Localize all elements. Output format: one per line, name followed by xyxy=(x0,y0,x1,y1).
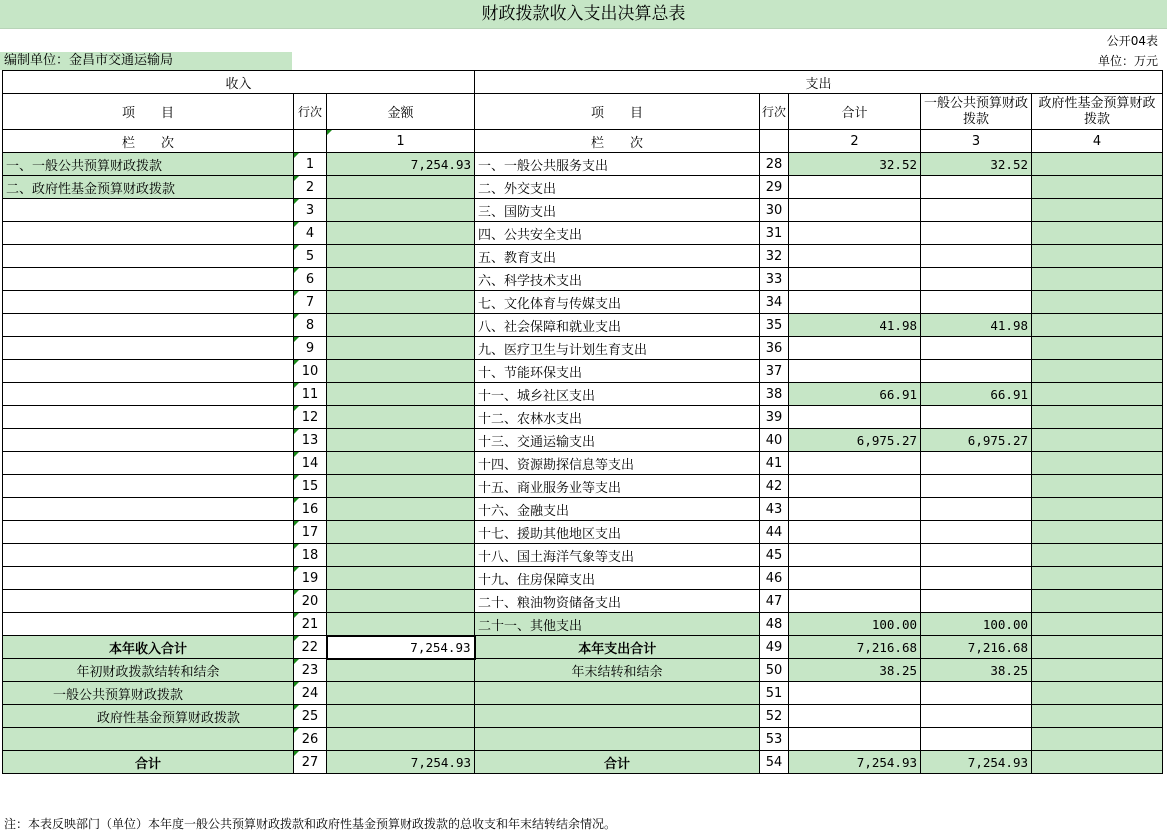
expense-total[interactable]: 32.52 xyxy=(789,153,921,176)
income-row-no[interactable]: 21 xyxy=(294,613,327,636)
income-row-no[interactable]: 13 xyxy=(294,429,327,452)
table-row xyxy=(3,245,1163,268)
income-amount[interactable] xyxy=(327,337,475,360)
expense-fund[interactable] xyxy=(1032,682,1163,705)
income-header[interactable]: 收入 xyxy=(3,71,475,94)
expense-item[interactable]: 七、文化体育与传媒支出 xyxy=(475,291,760,314)
expense-total[interactable] xyxy=(789,705,921,728)
income-amount[interactable] xyxy=(327,245,475,268)
expense-fund[interactable] xyxy=(1032,153,1163,176)
income-row-no[interactable]: 6 xyxy=(294,268,327,291)
expense-general[interactable] xyxy=(921,567,1032,590)
expense-general[interactable]: 38.25 xyxy=(921,659,1032,682)
expense-total[interactable]: 7,254.93 xyxy=(789,751,921,774)
income-item[interactable] xyxy=(3,245,294,268)
col1-label[interactable]: 1 xyxy=(327,130,475,153)
expense-general[interactable] xyxy=(921,475,1032,498)
expense-row-no[interactable]: 48 xyxy=(760,613,789,636)
summary-row xyxy=(3,682,1163,705)
expense-total[interactable] xyxy=(789,199,921,222)
expense-general[interactable] xyxy=(921,406,1032,429)
expense-total[interactable]: 100.00 xyxy=(789,613,921,636)
expense-item-header[interactable]: 项 目 xyxy=(475,94,760,130)
col4-label[interactable]: 4 xyxy=(1032,130,1163,153)
expense-general[interactable]: 7,254.93 xyxy=(921,751,1032,774)
table-row xyxy=(3,199,1163,222)
income-row-no[interactable]: 2 xyxy=(294,176,327,199)
expense-summary-item[interactable]: 本年支出合计 xyxy=(475,636,760,659)
expense-fund[interactable] xyxy=(1032,613,1163,636)
expense-total[interactable] xyxy=(789,728,921,751)
income-item[interactable] xyxy=(3,268,294,291)
expense-fund[interactable] xyxy=(1032,291,1163,314)
expense-general[interactable]: 7,216.68 xyxy=(921,636,1032,659)
expense-summary-item[interactable] xyxy=(475,705,760,728)
expense-general[interactable] xyxy=(921,705,1032,728)
expense-row-no[interactable]: 42 xyxy=(760,475,789,498)
table-row xyxy=(3,268,1163,291)
expense-item[interactable]: 十五、商业服务业等支出 xyxy=(475,475,760,498)
expense-item[interactable]: 五、教育支出 xyxy=(475,245,760,268)
expense-row-no[interactable]: 41 xyxy=(760,452,789,475)
income-summary-item[interactable]: 合计 xyxy=(3,751,294,774)
income-item[interactable] xyxy=(3,222,294,245)
income-amount[interactable] xyxy=(327,590,475,613)
expense-item[interactable]: 一、一般公共服务支出 xyxy=(475,153,760,176)
income-lanci[interactable]: 栏 次 xyxy=(3,130,294,153)
expense-general[interactable] xyxy=(921,176,1032,199)
expense-item[interactable]: 八、社会保障和就业支出 xyxy=(475,314,760,337)
expense-row-no[interactable]: 54 xyxy=(760,751,789,774)
income-amount[interactable] xyxy=(327,222,475,245)
summary-row xyxy=(3,705,1163,728)
income-item[interactable] xyxy=(3,429,294,452)
income-row-no[interactable]: 15 xyxy=(294,475,327,498)
income-row-no[interactable]: 9 xyxy=(294,337,327,360)
col3-label[interactable]: 3 xyxy=(921,130,1032,153)
income-row-no[interactable]: 26 xyxy=(294,728,327,751)
table-row xyxy=(3,590,1163,613)
expense-item[interactable]: 十九、住房保障支出 xyxy=(475,567,760,590)
income-amount[interactable] xyxy=(327,452,475,475)
general-budget-header[interactable]: 一般公共预算财政拨款 xyxy=(921,94,1032,130)
table-row xyxy=(3,153,1163,176)
expense-item[interactable]: 十一、城乡社区支出 xyxy=(475,383,760,406)
income-row-no[interactable]: 3 xyxy=(294,199,327,222)
income-item[interactable] xyxy=(3,475,294,498)
income-amount[interactable] xyxy=(327,176,475,199)
expense-summary-item[interactable]: 合计 xyxy=(475,751,760,774)
expense-item[interactable]: 十四、资源勘探信息等支出 xyxy=(475,452,760,475)
table-row xyxy=(3,383,1163,406)
expense-fund[interactable] xyxy=(1032,567,1163,590)
expense-total[interactable] xyxy=(789,291,921,314)
income-amount[interactable] xyxy=(327,429,475,452)
expense-fund[interactable] xyxy=(1032,429,1163,452)
expense-total[interactable] xyxy=(789,475,921,498)
form-number: 公开04表 xyxy=(1106,34,1158,48)
income-item[interactable] xyxy=(3,199,294,222)
income-item[interactable]: 二、政府性基金预算财政拨款 xyxy=(3,176,294,199)
total-header[interactable]: 合计 xyxy=(789,94,921,130)
income-amount[interactable] xyxy=(327,521,475,544)
expense-item[interactable]: 九、医疗卫生与计划生育支出 xyxy=(475,337,760,360)
expense-general[interactable]: 6,975.27 xyxy=(921,429,1032,452)
expense-row-no[interactable]: 43 xyxy=(760,498,789,521)
income-amount[interactable] xyxy=(327,314,475,337)
expense-item[interactable]: 十七、援助其他地区支出 xyxy=(475,521,760,544)
income-item[interactable] xyxy=(3,360,294,383)
unit-label: 单位：万元 xyxy=(1097,54,1158,68)
expense-general[interactable] xyxy=(921,291,1032,314)
expense-fund[interactable] xyxy=(1032,544,1163,567)
expense-item[interactable]: 二十一、其他支出 xyxy=(475,613,760,636)
expense-fund[interactable] xyxy=(1032,705,1163,728)
budget-table xyxy=(2,70,1163,774)
table-row xyxy=(3,452,1163,475)
income-item-header[interactable]: 项 目 xyxy=(3,94,294,130)
expense-fund[interactable] xyxy=(1032,360,1163,383)
org-label[interactable]: 编制单位：金昌市交通运输局 xyxy=(0,52,292,70)
expense-general[interactable] xyxy=(921,498,1032,521)
income-item[interactable] xyxy=(3,291,294,314)
expense-row-no[interactable]: 33 xyxy=(760,268,789,291)
income-amount[interactable] xyxy=(327,268,475,291)
expense-fund[interactable] xyxy=(1032,383,1163,406)
expense-row-no[interactable]: 46 xyxy=(760,567,789,590)
income-item[interactable] xyxy=(3,383,294,406)
expense-total[interactable] xyxy=(789,245,921,268)
income-amount[interactable]: 7,254.93 xyxy=(327,636,475,659)
income-amount[interactable] xyxy=(327,613,475,636)
income-row-no[interactable]: 11 xyxy=(294,383,327,406)
summary-row xyxy=(3,751,1163,774)
expense-item[interactable]: 十八、国土海洋气象等支出 xyxy=(475,544,760,567)
expense-fund[interactable] xyxy=(1032,751,1163,774)
footnote: 注：本表反映部门（单位）本年度一般公共预算财政拨款和政府性基金预算财政拨款的总收支和年末结转结余情况。 xyxy=(4,817,617,831)
income-item[interactable] xyxy=(3,544,294,567)
income-item[interactable] xyxy=(3,613,294,636)
income-row-no[interactable]: 5 xyxy=(294,245,327,268)
expense-total[interactable] xyxy=(789,682,921,705)
income-item[interactable] xyxy=(3,452,294,475)
income-row-no[interactable]: 1 xyxy=(294,153,327,176)
expense-item[interactable]: 十、节能环保支出 xyxy=(475,360,760,383)
expense-fund[interactable] xyxy=(1032,498,1163,521)
income-item[interactable] xyxy=(3,314,294,337)
expense-row-no[interactable]: 31 xyxy=(760,222,789,245)
income-amount[interactable] xyxy=(327,567,475,590)
expense-total[interactable] xyxy=(789,590,921,613)
expense-summary-item[interactable] xyxy=(475,728,760,751)
expense-fund[interactable] xyxy=(1032,728,1163,751)
expense-general[interactable] xyxy=(921,590,1032,613)
expense-general[interactable] xyxy=(921,682,1032,705)
expense-row-no[interactable]: 37 xyxy=(760,360,789,383)
income-row-no[interactable]: 19 xyxy=(294,567,327,590)
income-row-no[interactable]: 8 xyxy=(294,314,327,337)
expense-row-no[interactable]: 39 xyxy=(760,406,789,429)
income-row-no[interactable]: 25 xyxy=(294,705,327,728)
expense-total[interactable] xyxy=(789,337,921,360)
expense-total[interactable]: 38.25 xyxy=(789,659,921,682)
expense-fund[interactable] xyxy=(1032,452,1163,475)
expense-total[interactable]: 41.98 xyxy=(789,314,921,337)
expense-row-no[interactable]: 49 xyxy=(760,636,789,659)
income-row-no[interactable]: 22 xyxy=(294,636,327,659)
expense-header[interactable]: 支出 xyxy=(475,71,1163,94)
income-row-no[interactable]: 4 xyxy=(294,222,327,245)
income-summary-item[interactable]: 年初财政拨款结转和结余 xyxy=(3,659,294,682)
income-amount[interactable] xyxy=(327,291,475,314)
expense-general[interactable] xyxy=(921,222,1032,245)
table-row xyxy=(3,337,1163,360)
expense-total[interactable] xyxy=(789,544,921,567)
expense-fund[interactable] xyxy=(1032,176,1163,199)
expense-total[interactable] xyxy=(789,521,921,544)
expense-item[interactable]: 十三、交通运输支出 xyxy=(475,429,760,452)
expense-total[interactable]: 7,216.68 xyxy=(789,636,921,659)
amount-header[interactable]: 金额 xyxy=(327,94,475,130)
income-amount[interactable] xyxy=(327,360,475,383)
expense-general[interactable] xyxy=(921,544,1032,567)
expense-total[interactable] xyxy=(789,452,921,475)
income-amount[interactable] xyxy=(327,475,475,498)
table-row xyxy=(3,544,1163,567)
income-amount[interactable] xyxy=(327,728,475,751)
expense-general[interactable] xyxy=(921,360,1032,383)
expense-total[interactable] xyxy=(789,406,921,429)
expense-general[interactable]: 32.52 xyxy=(921,153,1032,176)
expense-item[interactable]: 二十、粮油物资储备支出 xyxy=(475,590,760,613)
expense-fund[interactable] xyxy=(1032,659,1163,682)
expense-fund[interactable] xyxy=(1032,475,1163,498)
blank-cell[interactable] xyxy=(294,130,327,153)
income-amount[interactable] xyxy=(327,498,475,521)
expense-row-no[interactable]: 29 xyxy=(760,176,789,199)
expense-row-no[interactable]: 35 xyxy=(760,314,789,337)
expense-fund[interactable] xyxy=(1032,337,1163,360)
expense-item[interactable]: 二、外交支出 xyxy=(475,176,760,199)
income-amount[interactable]: 7,254.93 xyxy=(327,751,475,774)
expense-row-no[interactable]: 47 xyxy=(760,590,789,613)
expense-row-no[interactable]: 32 xyxy=(760,245,789,268)
income-amount[interactable] xyxy=(327,705,475,728)
income-amount[interactable] xyxy=(327,682,475,705)
table-row xyxy=(3,406,1163,429)
expense-total[interactable] xyxy=(789,360,921,383)
income-row-no[interactable]: 7 xyxy=(294,291,327,314)
expense-fund[interactable] xyxy=(1032,521,1163,544)
gov-fund-header[interactable]: 政府性基金预算财政拨款 xyxy=(1032,94,1163,130)
expense-total[interactable] xyxy=(789,222,921,245)
expense-row-no[interactable]: 53 xyxy=(760,728,789,751)
expense-total[interactable] xyxy=(789,268,921,291)
table-row xyxy=(3,613,1163,636)
table-row xyxy=(3,314,1163,337)
income-summary-item[interactable]: 政府性基金预算财政拨款 xyxy=(3,705,294,728)
expense-general[interactable] xyxy=(921,728,1032,751)
table-row xyxy=(3,567,1163,590)
income-item[interactable] xyxy=(3,337,294,360)
expense-row-no[interactable]: 40 xyxy=(760,429,789,452)
expense-summary-item[interactable]: 年末结转和结余 xyxy=(475,659,760,682)
expense-general[interactable]: 66.91 xyxy=(921,383,1032,406)
income-row-no[interactable]: 10 xyxy=(294,360,327,383)
expense-general[interactable] xyxy=(921,452,1032,475)
expense-row-no[interactable]: 50 xyxy=(760,659,789,682)
income-summary-item[interactable] xyxy=(3,728,294,751)
expense-general[interactable] xyxy=(921,337,1032,360)
expense-item[interactable]: 十二、农林水支出 xyxy=(475,406,760,429)
income-row-no[interactable]: 23 xyxy=(294,659,327,682)
expense-fund[interactable] xyxy=(1032,268,1163,291)
expense-row-no[interactable]: 44 xyxy=(760,521,789,544)
table-row xyxy=(3,429,1163,452)
expense-fund[interactable] xyxy=(1032,636,1163,659)
income-rowno-header[interactable]: 行次 xyxy=(294,94,327,130)
expense-item[interactable]: 六、科学技术支出 xyxy=(475,268,760,291)
expense-row-no[interactable]: 34 xyxy=(760,291,789,314)
expense-fund[interactable] xyxy=(1032,222,1163,245)
table-row xyxy=(3,360,1163,383)
table-row xyxy=(3,475,1163,498)
income-amount[interactable] xyxy=(327,406,475,429)
expense-general[interactable] xyxy=(921,268,1032,291)
expense-total[interactable] xyxy=(789,498,921,521)
expense-item[interactable]: 十六、金融支出 xyxy=(475,498,760,521)
col2-label[interactable]: 2 xyxy=(789,130,921,153)
sheet-title: 财政拨款收入支出决算总表 xyxy=(0,0,1167,29)
income-amount[interactable] xyxy=(327,199,475,222)
income-item[interactable] xyxy=(3,498,294,521)
table-row xyxy=(3,176,1163,199)
expense-general[interactable] xyxy=(921,521,1032,544)
expense-row-no[interactable]: 28 xyxy=(760,153,789,176)
expense-item[interactable]: 四、公共安全支出 xyxy=(475,222,760,245)
income-item[interactable]: 一、一般公共预算财政拨款 xyxy=(3,153,294,176)
unit-row xyxy=(0,52,1167,70)
summary-row xyxy=(3,659,1163,682)
summary-row xyxy=(3,728,1163,751)
table-row xyxy=(3,498,1163,521)
income-item[interactable] xyxy=(3,406,294,429)
expense-row-no[interactable]: 36 xyxy=(760,337,789,360)
expense-fund[interactable] xyxy=(1032,590,1163,613)
income-row-no[interactable]: 20 xyxy=(294,590,327,613)
summary-row xyxy=(3,636,1163,659)
expense-fund[interactable] xyxy=(1032,199,1163,222)
income-item[interactable] xyxy=(3,567,294,590)
income-row-no[interactable]: 14 xyxy=(294,452,327,475)
expense-general[interactable]: 100.00 xyxy=(921,613,1032,636)
expense-row-no[interactable]: 51 xyxy=(760,682,789,705)
income-item[interactable] xyxy=(3,590,294,613)
expense-row-no[interactable]: 30 xyxy=(760,199,789,222)
blank-cell[interactable] xyxy=(760,130,789,153)
income-row-no[interactable]: 16 xyxy=(294,498,327,521)
expense-general[interactable] xyxy=(921,199,1032,222)
expense-row-no[interactable]: 38 xyxy=(760,383,789,406)
expense-row-no[interactable]: 45 xyxy=(760,544,789,567)
income-row-no[interactable]: 24 xyxy=(294,682,327,705)
income-row-no[interactable]: 18 xyxy=(294,544,327,567)
income-amount[interactable] xyxy=(327,659,475,682)
expense-row-no[interactable]: 52 xyxy=(760,705,789,728)
table-row xyxy=(3,521,1163,544)
expense-general[interactable] xyxy=(921,245,1032,268)
expense-fund[interactable] xyxy=(1032,314,1163,337)
expense-fund[interactable] xyxy=(1032,406,1163,429)
income-amount[interactable] xyxy=(327,544,475,567)
income-item[interactable] xyxy=(3,521,294,544)
expense-summary-item[interactable] xyxy=(475,682,760,705)
income-summary-item[interactable]: 本年收入合计 xyxy=(3,636,294,659)
table-row xyxy=(3,222,1163,245)
income-row-no[interactable]: 27 xyxy=(294,751,327,774)
expense-total[interactable] xyxy=(789,567,921,590)
income-summary-item[interactable]: 一般公共预算财政拨款 xyxy=(3,682,294,705)
income-amount[interactable] xyxy=(327,383,475,406)
expense-item[interactable]: 三、国防支出 xyxy=(475,199,760,222)
expense-rowno-header[interactable]: 行次 xyxy=(760,94,789,130)
table-row xyxy=(3,291,1163,314)
income-amount[interactable]: 7,254.93 xyxy=(327,153,475,176)
expense-total[interactable]: 6,975.27 xyxy=(789,429,921,452)
expense-total[interactable] xyxy=(789,176,921,199)
expense-total[interactable]: 66.91 xyxy=(789,383,921,406)
income-row-no[interactable]: 17 xyxy=(294,521,327,544)
expense-general[interactable]: 41.98 xyxy=(921,314,1032,337)
income-row-no[interactable]: 12 xyxy=(294,406,327,429)
expense-lanci[interactable]: 栏 次 xyxy=(475,130,760,153)
expense-fund[interactable] xyxy=(1032,245,1163,268)
